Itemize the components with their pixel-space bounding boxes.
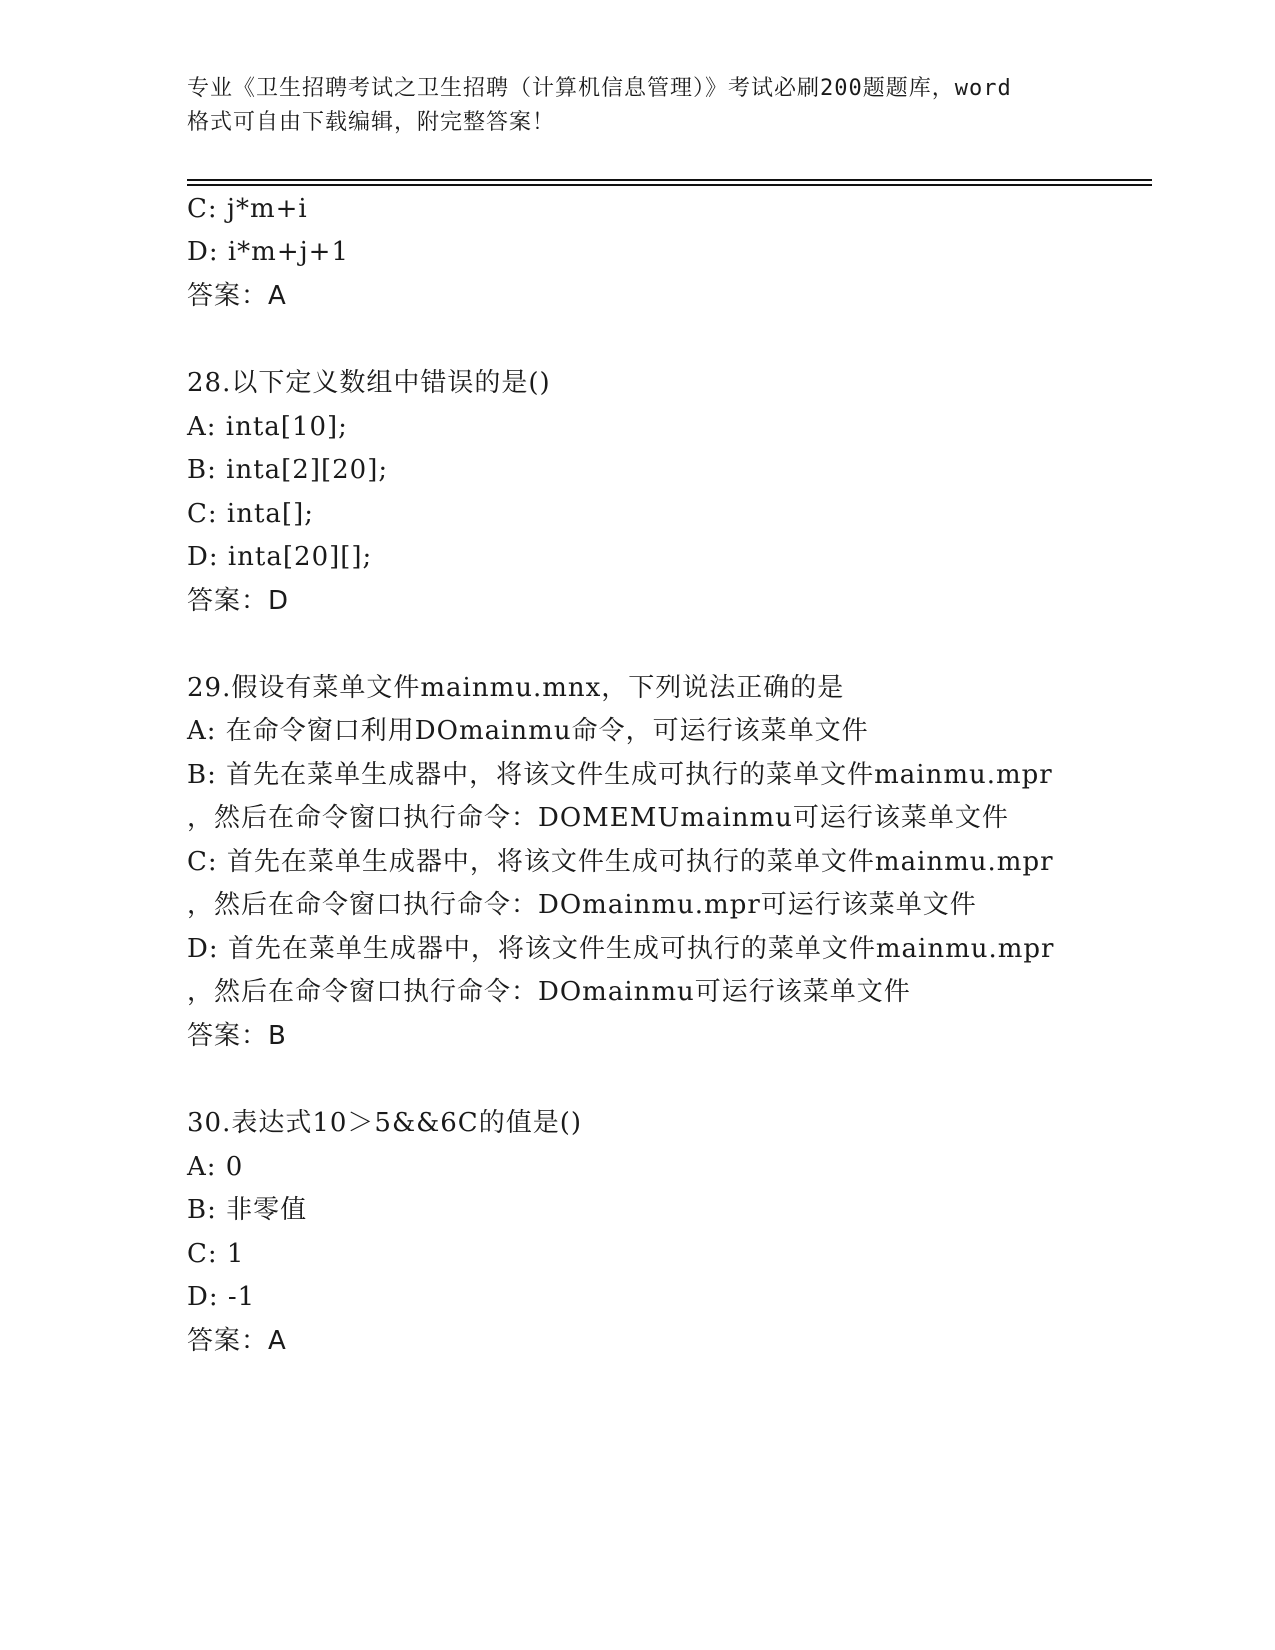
header-line-2: 格式可自由下载编辑，附完整答案！ — [187, 110, 556, 135]
q29-question: 29.假设有菜单文件mainmu.mnx，下列说法正确的是 — [187, 673, 845, 703]
q30-answer: 答案：A — [187, 1326, 287, 1356]
header-line-1: 专业《卫生招聘考试之卫生招聘（计算机信息管理）》考试必刷200题题库，word — [187, 76, 1012, 101]
q28-question: 28.以下定义数组中错误的是() — [187, 368, 551, 398]
q29-option-b-line2: ，然后在命令窗口执行命令：DOMEMUmainmu可运行该菜单文件 — [187, 803, 1009, 833]
q30-option-a: A: 0 — [187, 1152, 244, 1182]
q29-option-a: A: 在命令窗口利用DOmainmu命令，可运行该菜单文件 — [187, 716, 869, 746]
header-divider-bottom — [187, 184, 1152, 186]
q30-question: 30.表达式10＞5&&6C的值是() — [187, 1108, 582, 1138]
q28-option-c: C: inta[]; — [187, 499, 314, 529]
q30-option-c: C: 1 — [187, 1239, 245, 1269]
q29-option-d-line2: ，然后在命令窗口执行命令：DOmainmu可运行该菜单文件 — [187, 977, 911, 1007]
q30-option-b: B: 非零值 — [187, 1195, 308, 1225]
q29-option-c-line1: C: 首先在菜单生成器中，将该文件生成可执行的菜单文件mainmu.mpr — [187, 847, 1054, 877]
q29-answer: 答案：B — [187, 1021, 287, 1051]
q29-option-c-line2: ，然后在命令窗口执行命令：DOmainmu.mpr可运行该菜单文件 — [187, 890, 977, 920]
document-header — [187, 72, 1087, 140]
q28-option-a: A: inta[10]; — [187, 412, 348, 442]
q29-option-d-line1: D: 首先在菜单生成器中，将该文件生成可执行的菜单文件mainmu.mpr — [187, 934, 1055, 964]
q28-answer: 答案：D — [187, 586, 290, 616]
header-divider-top — [187, 179, 1152, 181]
q27-answer: 答案：A — [187, 281, 287, 311]
q28-option-d: D: inta[20][]; — [187, 542, 373, 572]
q27-option-c: C: j*m+i — [187, 194, 308, 224]
q29-option-b-line1: B: 首先在菜单生成器中，将该文件生成可执行的菜单文件mainmu.mpr — [187, 760, 1053, 790]
q28-option-b: B: inta[2][20]; — [187, 455, 389, 485]
q30-option-d: D: -1 — [187, 1282, 256, 1312]
q27-option-d: D: i*m+j+1 — [187, 237, 350, 267]
